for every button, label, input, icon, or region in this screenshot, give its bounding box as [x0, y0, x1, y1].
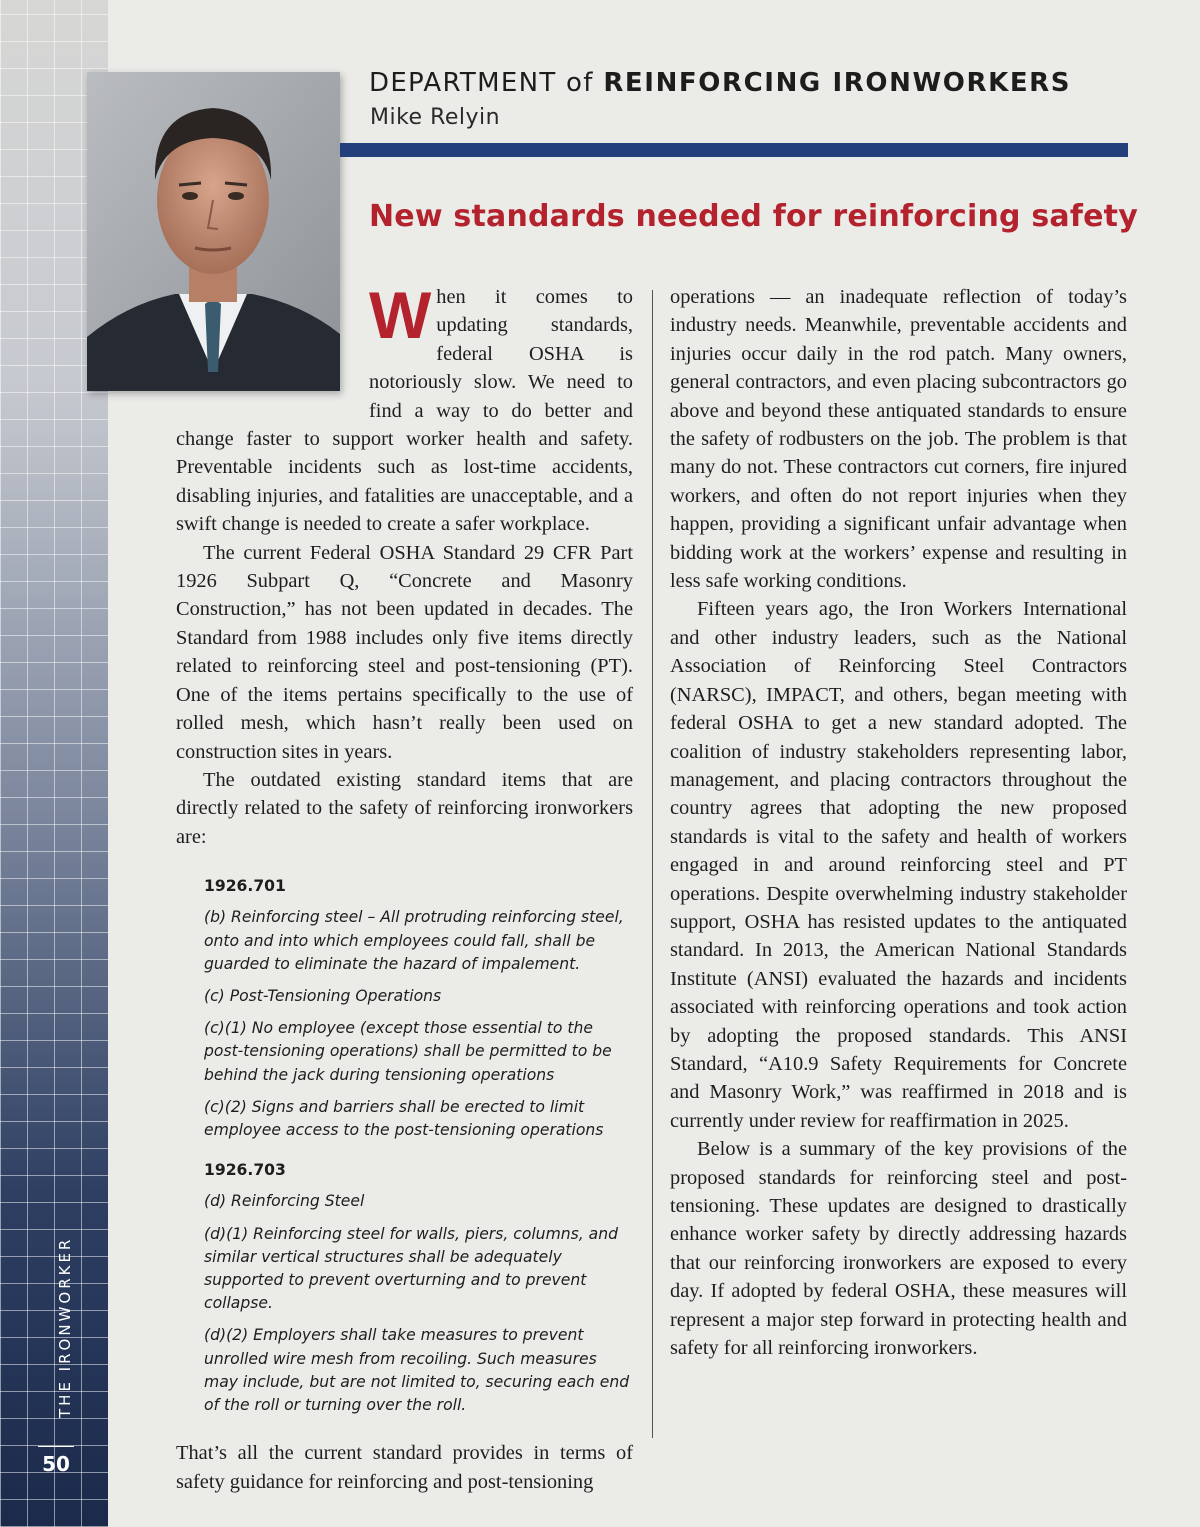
author-byline: Mike Relyin — [370, 105, 501, 130]
publication-name: THE IRONWORKER — [56, 1236, 74, 1418]
department-prefix: DEPARTMENT of — [369, 68, 594, 98]
closing-paragraph: That’s all the current standard provides in terms of safety guidance for reinforcing and post-tensioning — [176, 1442, 633, 1493]
standard-item: (d) Reinforcing Steel — [204, 1192, 365, 1211]
standard-heading: 1926.701 — [204, 877, 286, 896]
standard-item: (d)(1) Reinforcing steel for walls, piers, columns, and similar vertical structures shall be adequately supported to prevent overturning and to prevent collapse. — [204, 1224, 619, 1313]
right-column — [670, 283, 1127, 1362]
continued-paragraph: operations — an inadequate reflection of today’s industry needs. Meanwhile, preventable accidents and injuries occur daily in the rod patch. Many owners, general contractors, and even placing subcontractors go above and beyond these antiquated standards to ensure the safety of rodbusters on the job. The problem is that many do not. These contractors cut corners, fire injured workers, and often do not report injuries when they happen, providing a significant unfair advantage when bidding work at the workers’ expense and resulting in less safe working conditions. — [670, 286, 1127, 593]
body-paragraph: The current Federal OSHA Standard 29 CFR Part 1926 Subpart Q, “Concrete and Masonry Construction,” has not been updated in decades. The Standard from 1988 includes only five items directly related to reinforcing steel and post-tensioning (PT). One of the items pertains specifically to the use of rolled mesh, which hasn’t really been used on construction sites in years. — [176, 541, 633, 763]
left-column — [176, 278, 633, 1496]
header-rule-bar — [340, 143, 1128, 157]
drop-cap: W — [369, 278, 432, 352]
article-headline: New standards needed for reinforcing safety — [369, 199, 1138, 234]
standard-item: (c)(2) Signs and barriers shall be erected to limit employee access to the post-tensioning operations — [204, 1097, 604, 1139]
standard-item: (b) Reinforcing steel – All protruding reinforcing steel, onto and into which employees could fall, shall be guarded to eliminate the hazard of impalement. — [204, 908, 624, 973]
standard-heading: 1926.703 — [204, 1161, 286, 1180]
existing-standards-list — [204, 875, 633, 1417]
page-number: 50 — [42, 1452, 70, 1476]
standard-item: (c) Post-Tensioning Operations — [204, 986, 442, 1005]
standard-item: (c)(1) No employee (except those essential to the post-tensioning operations) shall be permitted to be behind the jack during tensioning operations — [204, 1019, 612, 1084]
department-name: REINFORCING IRONWORKERS — [603, 68, 1072, 98]
column-divider — [652, 290, 653, 1438]
body-paragraph: Below is a summary of the key provisions of the proposed standards for reinforcing steel and post-tensioning. These updates are designed to drastically enhance worker safety by directly addressing hazards that our reinforcing ironworkers are exposed to every day. If adopted by federal OSHA, these measures will represent a major step forward in protecting health and safety for all reinforcing ironworkers. — [670, 1138, 1127, 1360]
department-heading — [369, 68, 1071, 98]
body-paragraph: The outdated existing standard items that are directly related to the safety of reinforcing ironworkers are: — [176, 768, 633, 848]
intro-text: hen it comes to updating standards, federal OSHA is notoriously slow. We need to find a way to do better and change faster to support worker health and safety. Preventable incidents such as lost-time accidents, disabling injuries, and fatalities are unacceptable, and a swift change is needed to create a safer workplace. — [176, 286, 633, 536]
body-paragraph: Fifteen years ago, the Iron Workers International and other industry leaders, such as the National Association of Reinforcing Steel Contractors (NARSC), IMPACT, and others, began meeting with federal OSHA to get a new standard adopted. The coalition of industry stakeholders representing labor, management, and placing contractors throughout the country agrees that adopting the new proposed standards is vital to the safety and health of workers engaged in and around reinforcing steel and PT operations. Despite overwhelming industry stakeholder support, OSHA has resisted updates to the antiquated standard. In 2013, the American National Standards Institute (ANSI) evaluated the hazards and incidents associated with reinforcing operations and took action by adopting the proposed standards. This ANSI Standard, “A10.9 Safety Requirements for Concrete and Masonry Work,” was reaffirmed in 2018 and is currently under review for reaffirmation in 2025. — [670, 598, 1127, 1132]
page-number-rule — [38, 1446, 74, 1447]
standard-item: (d)(2) Employers shall take measures to prevent unrolled wire mesh from recoiling. Such measures may include, but are not limited to, securing each end of the roll or turning over the roll. — [204, 1326, 630, 1414]
intro-paragraph — [176, 278, 633, 539]
